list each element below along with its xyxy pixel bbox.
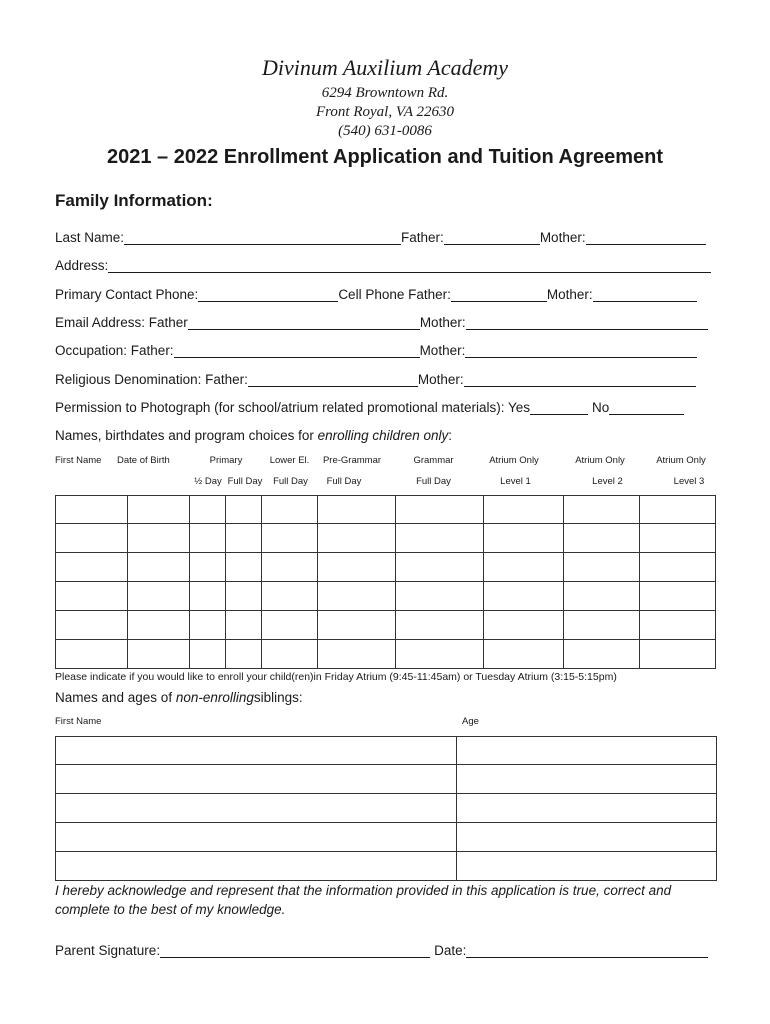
- mother-label: Mother:: [539, 230, 586, 245]
- table-cell[interactable]: [56, 737, 457, 765]
- sibling-header-age: Age: [462, 716, 479, 727]
- header-lower-full-day: Full Day: [273, 476, 308, 487]
- table-cell[interactable]: [261, 582, 317, 611]
- table-cell[interactable]: [189, 553, 225, 582]
- table-cell[interactable]: [640, 496, 716, 524]
- table-cell[interactable]: [225, 640, 261, 669]
- photo-no-field[interactable]: [609, 400, 684, 415]
- table-row: [56, 611, 716, 640]
- table-row: [56, 582, 716, 611]
- children-prompt-text: Names, birthdates and program choices for: [55, 428, 314, 443]
- table-cell[interactable]: [484, 611, 564, 640]
- address-line-2: Front Royal, VA 22630: [315, 104, 455, 120]
- cell-father-label: Cell Phone Father:: [338, 287, 451, 302]
- email-father-label: Email Address: Father: [55, 315, 188, 330]
- table-cell[interactable]: [484, 524, 564, 553]
- children-prompt: [55, 425, 452, 443]
- occupation-father-label: Occupation: Father:: [55, 343, 174, 358]
- occupation-mother-label: Mother:: [419, 343, 466, 358]
- table-row: [56, 765, 717, 794]
- table-cell[interactable]: [225, 553, 261, 582]
- table-cell[interactable]: [261, 553, 317, 582]
- table-cell[interactable]: [640, 611, 716, 640]
- table-cell[interactable]: [484, 496, 564, 524]
- table-cell[interactable]: [189, 496, 225, 524]
- table-cell[interactable]: [640, 640, 716, 669]
- address-line-1: 6294 Browntown Rd.: [321, 85, 449, 101]
- photo-permission-row: [55, 397, 684, 415]
- table-row: [56, 794, 717, 823]
- table-cell[interactable]: [261, 524, 317, 553]
- table-cell[interactable]: [457, 823, 717, 852]
- table-cell[interactable]: [127, 524, 189, 553]
- table-cell[interactable]: [261, 611, 317, 640]
- table-cell[interactable]: [127, 611, 189, 640]
- religion-mother-label: Mother:: [417, 372, 464, 387]
- email-mother-label: Mother:: [419, 315, 466, 330]
- table-cell[interactable]: [640, 582, 716, 611]
- occupation-row: [55, 340, 697, 358]
- religion-row: [55, 369, 696, 387]
- children-table: [55, 495, 716, 669]
- occupation-mother-field[interactable]: [465, 343, 697, 358]
- siblings-prompt-suffix: siblings:: [253, 690, 303, 705]
- siblings-prompt: [55, 687, 303, 705]
- table-cell[interactable]: [127, 553, 189, 582]
- header-grammar-full-day: Full Day: [416, 476, 451, 487]
- table-row: [56, 524, 716, 553]
- table-cell[interactable]: [189, 640, 225, 669]
- table-cell[interactable]: [564, 640, 640, 669]
- cell-mother-label: Mother:: [546, 287, 593, 302]
- header-half-day: ½ Day: [194, 476, 222, 487]
- table-cell[interactable]: [457, 852, 717, 881]
- table-cell[interactable]: [396, 582, 484, 611]
- table-cell[interactable]: [396, 496, 484, 524]
- table-cell[interactable]: [189, 582, 225, 611]
- parent-signature-field[interactable]: [160, 943, 430, 958]
- table-cell[interactable]: [56, 823, 457, 852]
- table-cell[interactable]: [56, 611, 128, 640]
- father-name-field[interactable]: [444, 230, 540, 245]
- table-cell[interactable]: [56, 524, 128, 553]
- table-cell[interactable]: [56, 765, 457, 794]
- religion-mother-field[interactable]: [464, 372, 696, 387]
- form-title: 2021 – 2022 Enrollment Application and Tuition Agreement: [106, 146, 664, 168]
- table-row: [56, 553, 716, 582]
- table-cell[interactable]: [189, 524, 225, 553]
- table-cell[interactable]: [396, 640, 484, 669]
- header-atrium-3: Atrium Only: [656, 455, 706, 466]
- table-cell[interactable]: [484, 640, 564, 669]
- table-cell[interactable]: [564, 582, 640, 611]
- header-date-of-birth: Date of Birth: [117, 455, 170, 466]
- table-cell[interactable]: [317, 611, 396, 640]
- children-prompt-colon: :: [448, 428, 452, 443]
- last-name-field[interactable]: [124, 230, 401, 245]
- table-cell[interactable]: [56, 582, 128, 611]
- table-cell[interactable]: [457, 794, 717, 823]
- header-grammar: Grammar: [413, 455, 454, 466]
- photo-permission-label: Permission to Photograph (for school/atrium related promotional materials): Yes: [55, 400, 530, 415]
- atrium-note: Please indicate if you would like to enroll your child(ren)in Friday Atrium (9:45-11:45am) or Tuesday Atrium (3:15-5:15pm): [55, 671, 617, 683]
- primary-phone-field[interactable]: [198, 287, 338, 302]
- table-row: [56, 496, 716, 524]
- email-row: [55, 312, 708, 330]
- table-row: [56, 640, 716, 669]
- header-primary: Primary: [209, 455, 243, 466]
- table-cell[interactable]: [317, 553, 396, 582]
- address-row: [55, 255, 711, 273]
- header-lower-el: Lower El.: [269, 455, 310, 466]
- table-cell[interactable]: [225, 582, 261, 611]
- table-cell[interactable]: [225, 611, 261, 640]
- table-row: [56, 823, 717, 852]
- siblings-prompt-emphasis: non-enrolling: [175, 690, 254, 705]
- date-label: Date:: [434, 943, 467, 958]
- table-cell[interactable]: [640, 553, 716, 582]
- date-field[interactable]: [466, 943, 708, 958]
- header-atrium-1: Atrium Only: [489, 455, 539, 466]
- table-cell[interactable]: [484, 582, 564, 611]
- table-cell[interactable]: [317, 582, 396, 611]
- cell-father-field[interactable]: [451, 287, 547, 302]
- mother-name-field[interactable]: [586, 230, 706, 245]
- table-cell[interactable]: [261, 496, 317, 524]
- table-cell[interactable]: [564, 496, 640, 524]
- signature-row: [55, 940, 708, 958]
- table-cell[interactable]: [56, 553, 128, 582]
- last-name-row: [55, 227, 706, 245]
- religion-father-field[interactable]: [248, 372, 418, 387]
- table-cell[interactable]: [56, 852, 457, 881]
- acknowledgement-text: I hereby acknowledge and represent that the information provided in this application is true, correct and complete to the best of my knowledge.: [55, 883, 672, 917]
- table-cell[interactable]: [564, 553, 640, 582]
- photo-no-label: No: [591, 400, 610, 415]
- school-name: Divinum Auxilium Academy: [261, 55, 509, 80]
- occupation-father-field[interactable]: [174, 343, 420, 358]
- table-cell[interactable]: [484, 553, 564, 582]
- table-cell[interactable]: [317, 496, 396, 524]
- email-mother-field[interactable]: [466, 315, 708, 330]
- siblings-prompt-text: Names and ages of: [55, 690, 173, 705]
- sibling-header-first-name: First Name: [55, 716, 102, 727]
- table-cell[interactable]: [261, 640, 317, 669]
- table-cell[interactable]: [564, 611, 640, 640]
- table-cell[interactable]: [225, 524, 261, 553]
- photo-yes-field[interactable]: [530, 400, 588, 415]
- father-label: Father:: [401, 230, 444, 245]
- header-first-name: First Name: [55, 455, 102, 466]
- parent-signature-label: Parent Signature:: [55, 943, 161, 958]
- table-cell[interactable]: [457, 737, 717, 765]
- header-primary-full-day: Full Day: [227, 476, 263, 487]
- religion-father-label: Religious Denomination: Father:: [55, 372, 248, 387]
- table-cell[interactable]: [56, 640, 128, 669]
- siblings-table: [55, 736, 717, 881]
- table-cell[interactable]: [127, 496, 189, 524]
- table-cell[interactable]: [56, 496, 128, 524]
- school-phone: (540) 631-0086: [338, 123, 432, 139]
- address-field[interactable]: [108, 258, 711, 273]
- address-label: Address:: [55, 258, 109, 273]
- family-information-heading: Family Information:: [55, 191, 213, 210]
- table-row: [56, 852, 717, 881]
- table-cell[interactable]: [396, 553, 484, 582]
- email-father-field[interactable]: [188, 315, 420, 330]
- children-prompt-emphasis: enrolling children only: [317, 428, 449, 443]
- header-level-2: Level 2: [592, 476, 623, 487]
- table-cell[interactable]: [127, 582, 189, 611]
- table-cell[interactable]: [225, 496, 261, 524]
- table-cell[interactable]: [396, 524, 484, 553]
- header-level-3: Level 3: [673, 476, 705, 487]
- header-pre-full-day: Full Day: [326, 476, 362, 487]
- last-name-label: Last Name:: [55, 230, 125, 245]
- table-cell[interactable]: [564, 524, 640, 553]
- table-cell[interactable]: [189, 611, 225, 640]
- header-pre-grammar: Pre-Grammar: [322, 455, 382, 466]
- table-cell[interactable]: [56, 794, 457, 823]
- primary-phone-label: Primary Contact Phone:: [55, 287, 199, 302]
- header-atrium-2: Atrium Only: [575, 455, 625, 466]
- table-cell[interactable]: [317, 640, 396, 669]
- table-row: [56, 737, 717, 765]
- cell-mother-field[interactable]: [593, 287, 697, 302]
- phone-row: [55, 284, 697, 302]
- table-cell[interactable]: [127, 640, 189, 669]
- header-level-1: Level 1: [500, 476, 531, 487]
- table-cell[interactable]: [457, 765, 717, 794]
- table-cell[interactable]: [640, 524, 716, 553]
- table-cell[interactable]: [317, 524, 396, 553]
- table-cell[interactable]: [396, 611, 484, 640]
